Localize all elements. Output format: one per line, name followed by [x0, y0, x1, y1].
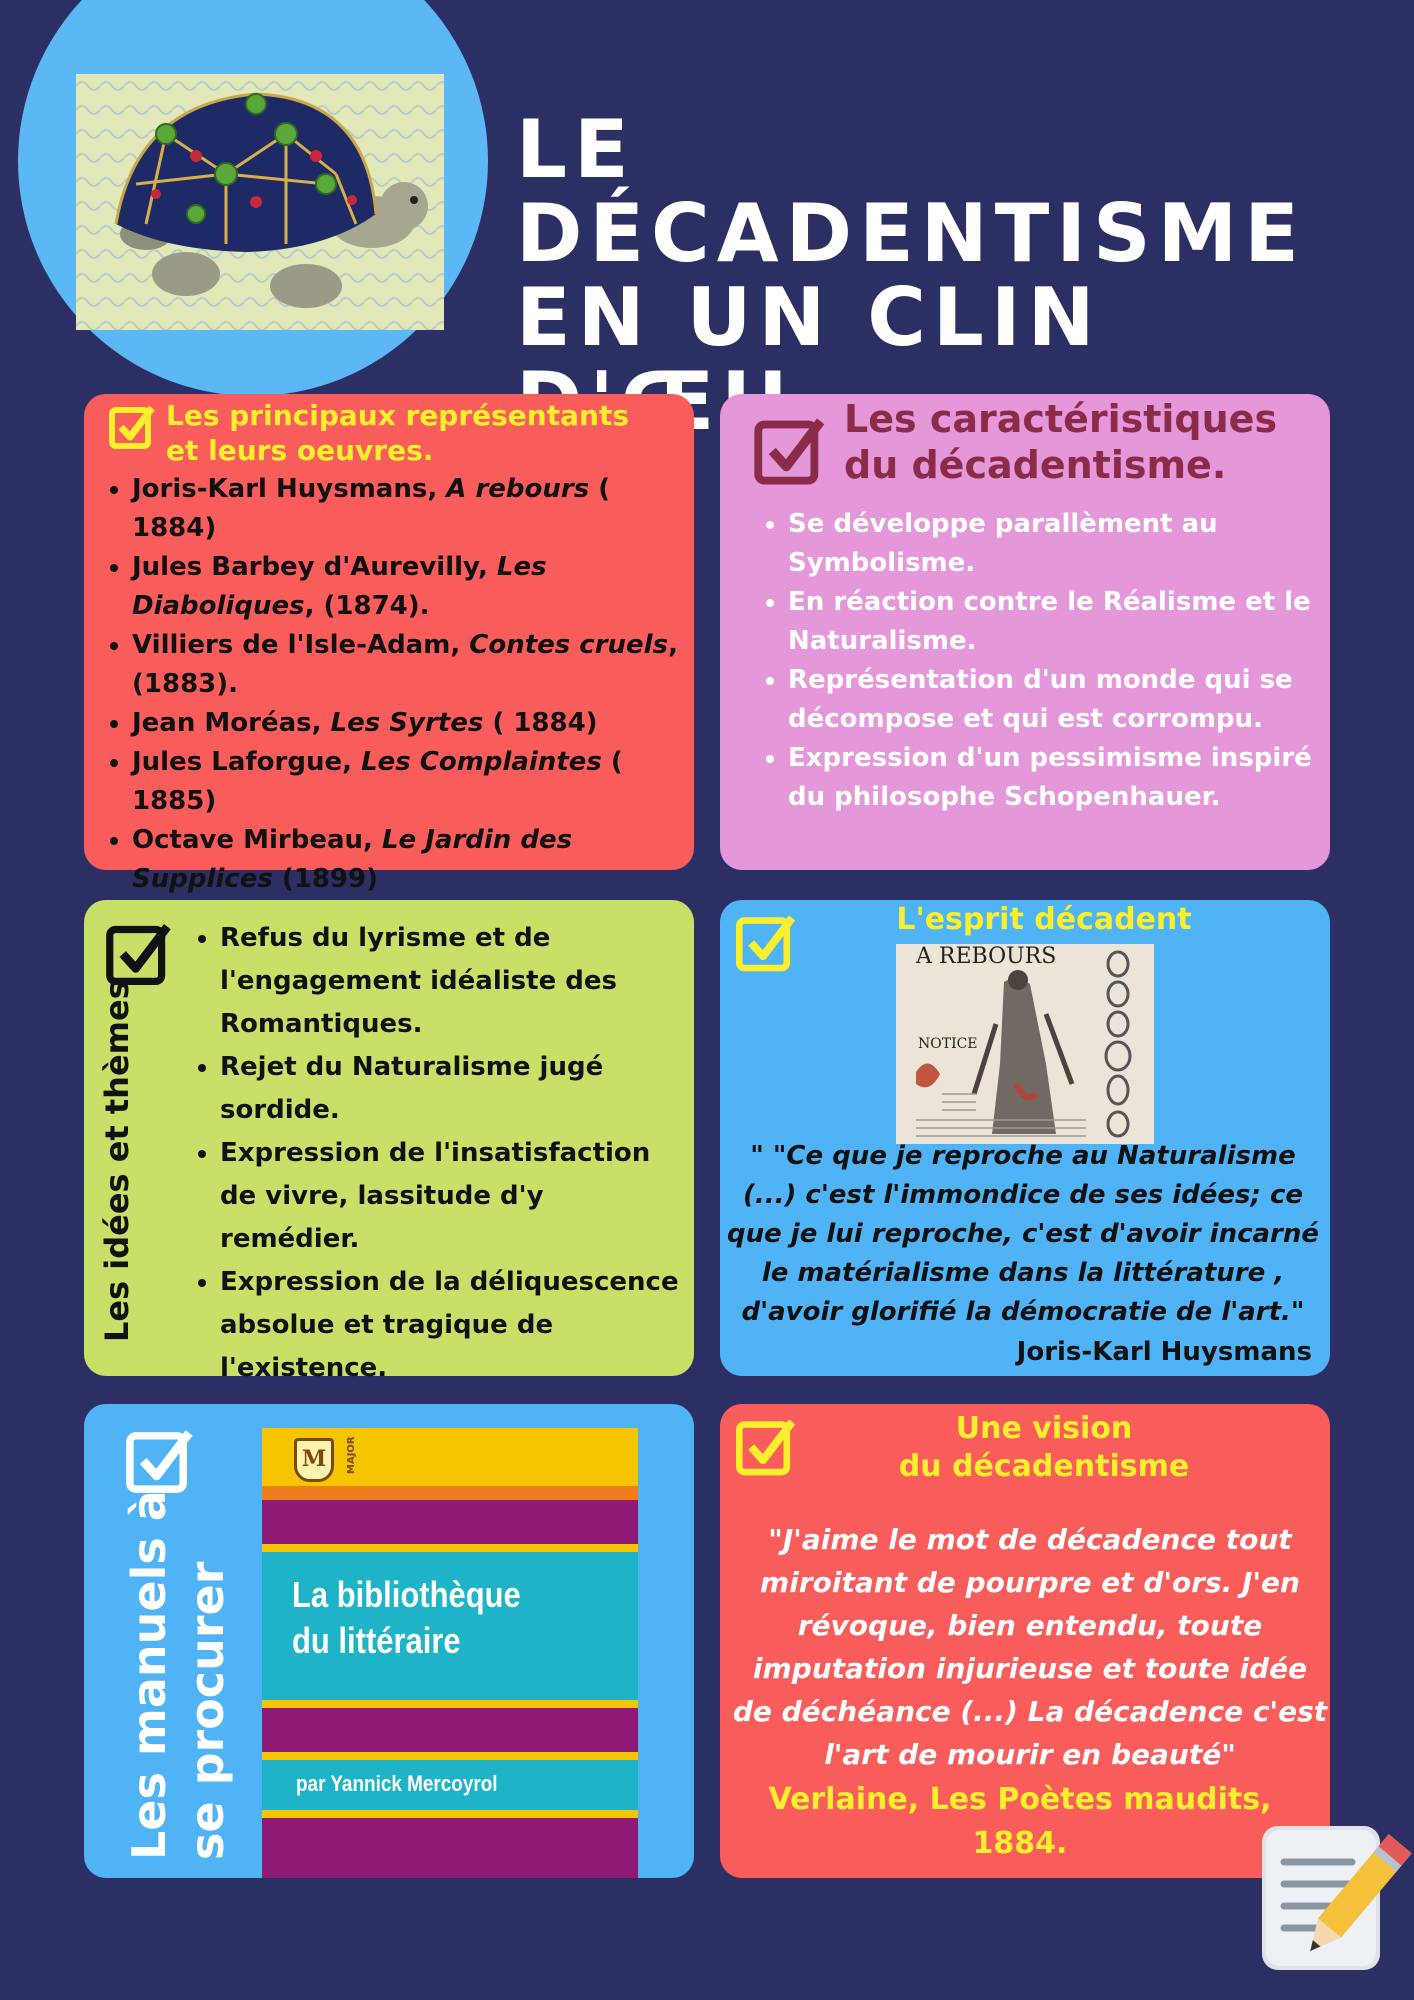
list-item	[132, 743, 694, 821]
list-item: • Expression de la déliquescence absolue et tragique de l'existence.	[220, 1261, 684, 1390]
manuals-vertical-label-line2: se procurer	[180, 1561, 234, 1860]
date: , (1874).	[304, 591, 430, 621]
page-title-line2: EN UN CLIN	[516, 271, 1102, 364]
representatives-heading-line1: Les principaux représentants	[166, 399, 629, 432]
spirit-quote: " "Ce que je reproche au Naturalisme (...) c'est l'immondice de ses idées; ce que je lui reproche, c'est d'avoir incarné le matérialisme dans la littérature , d'avoir glorifié la démocratie de l'art."	[726, 1141, 1320, 1327]
date: , (1883).	[132, 630, 678, 699]
checkbox-icon	[104, 918, 176, 990]
list-item	[132, 626, 694, 704]
work: Le Jardin des Supplices	[132, 825, 573, 894]
vision-source: Verlaine, Les Poètes maudits, 1884.	[768, 1782, 1272, 1861]
checkbox-icon	[734, 910, 800, 976]
work: A rebours	[446, 474, 590, 504]
vision-heading-line1: Une vision	[955, 1411, 1133, 1446]
list-item	[132, 704, 694, 743]
date: ( 1884)	[483, 708, 598, 738]
book-title-line1: La bibliothèque	[292, 1574, 521, 1615]
vision-heading	[800, 1410, 1288, 1486]
list-item	[132, 821, 694, 899]
list-item: • Refus du lyrisme et de l'engagement idéaliste des Romantiques.	[220, 917, 684, 1046]
characteristics-heading-line1: Les caractéristiques	[844, 397, 1278, 441]
book-title	[292, 1572, 584, 1664]
manuals-vertical-label	[120, 1490, 236, 1860]
book-logo: M	[294, 1438, 334, 1482]
work: Les Syrtes	[330, 708, 484, 738]
date: ( 1884)	[132, 474, 611, 543]
list-item	[132, 548, 694, 626]
list-item: • Représentation d'un monde qui se décompose et qui est corrompu.	[788, 661, 1328, 739]
book-cover-yellow-stripe	[262, 1544, 638, 1552]
author: Joris-Karl Huysmans,	[132, 474, 447, 504]
author: Octave Mirbeau,	[132, 825, 382, 855]
turtle-illustration	[76, 74, 444, 330]
list-item: • Expression de l'insatisfaction de vivre, lassitude d'y remédier.	[220, 1132, 684, 1261]
book-author: par Yannick Mercoyrol	[296, 1771, 498, 1796]
author: Jules Laforgue,	[132, 747, 362, 777]
work: Contes cruels	[469, 630, 669, 660]
book-cover-yellow-stripe	[262, 1700, 638, 1708]
list-item: • En réaction contre le Réalisme et le Naturalisme.	[788, 583, 1328, 661]
spirit-heading: L'esprit décadent	[896, 902, 1192, 937]
vision-quote: "J'aime le mot de décadence tout miroitant de pourpre et d'ors. J'en révoque, bien entendu, toute imputation injurieuse et toute idée de déchéance (...) La décadence c'est l'art de mourir en beauté"	[732, 1523, 1328, 1771]
checkbox-icon	[752, 412, 830, 490]
a-rebours-book-image	[896, 944, 1154, 1144]
checkbox-icon	[124, 1424, 198, 1498]
list-item: • Se développe parallèment au Symbolisme.	[788, 505, 1328, 583]
book-cover-purple-band	[262, 1708, 638, 1752]
book-logo-side: MAJOR	[346, 1436, 357, 1474]
book-image-title: A REBOURS	[916, 944, 1057, 969]
author: Jean Moréas,	[132, 708, 331, 738]
date: (1899)	[272, 864, 378, 894]
book-cover-purple-band	[262, 1500, 638, 1544]
book-title-line2: du littéraire	[292, 1620, 461, 1661]
characteristics-heading	[844, 396, 1324, 488]
work: Les Complaintes	[361, 747, 602, 777]
engraving-illustration	[896, 944, 1154, 1144]
list-item: • Rejet du Naturalisme jugé sordide.	[220, 1046, 684, 1132]
page-title-line1: LE DÉCADENTISME	[516, 103, 1306, 280]
book-cover	[262, 1428, 638, 1878]
book-cover-yellow-stripe	[262, 1810, 638, 1818]
ideas-vertical-label: Les idées et thèmes	[98, 980, 136, 1342]
book-cover-purple-band	[262, 1818, 638, 1878]
date: ( 1885)	[132, 747, 623, 816]
characteristics-list	[742, 505, 1328, 817]
characteristics-heading-line2: du décadentisme.	[844, 443, 1227, 487]
representatives-heading	[166, 398, 706, 468]
work: Les Diaboliques	[132, 552, 547, 621]
vision-heading-line2: du décadentisme	[898, 1449, 1190, 1484]
list-item	[132, 470, 694, 548]
checkbox-icon	[734, 1414, 800, 1480]
representatives-heading-line2: et leurs oeuvres.	[166, 434, 434, 467]
checkbox-icon	[108, 402, 158, 452]
book-cover-orange-stripe	[262, 1486, 638, 1500]
list-item: • Expression d'un pessimisme inspiré du philosophe Schopenhauer.	[788, 739, 1328, 817]
manuals-vertical-label-line1: Les manuels à	[122, 1490, 176, 1860]
spirit-quote-author: Joris-Karl Huysmans	[1016, 1337, 1312, 1367]
book-cover-yellow-stripe	[262, 1752, 638, 1760]
notepad-pencil-icon	[1256, 1818, 1414, 1978]
author: Villiers de l'Isle-Adam,	[132, 630, 470, 660]
book-image-notice: NOTICE	[918, 1036, 978, 1052]
ideas-list	[176, 917, 684, 1390]
author: Jules Barbey d'Aurevilly,	[132, 552, 497, 582]
representatives-list	[88, 470, 694, 899]
